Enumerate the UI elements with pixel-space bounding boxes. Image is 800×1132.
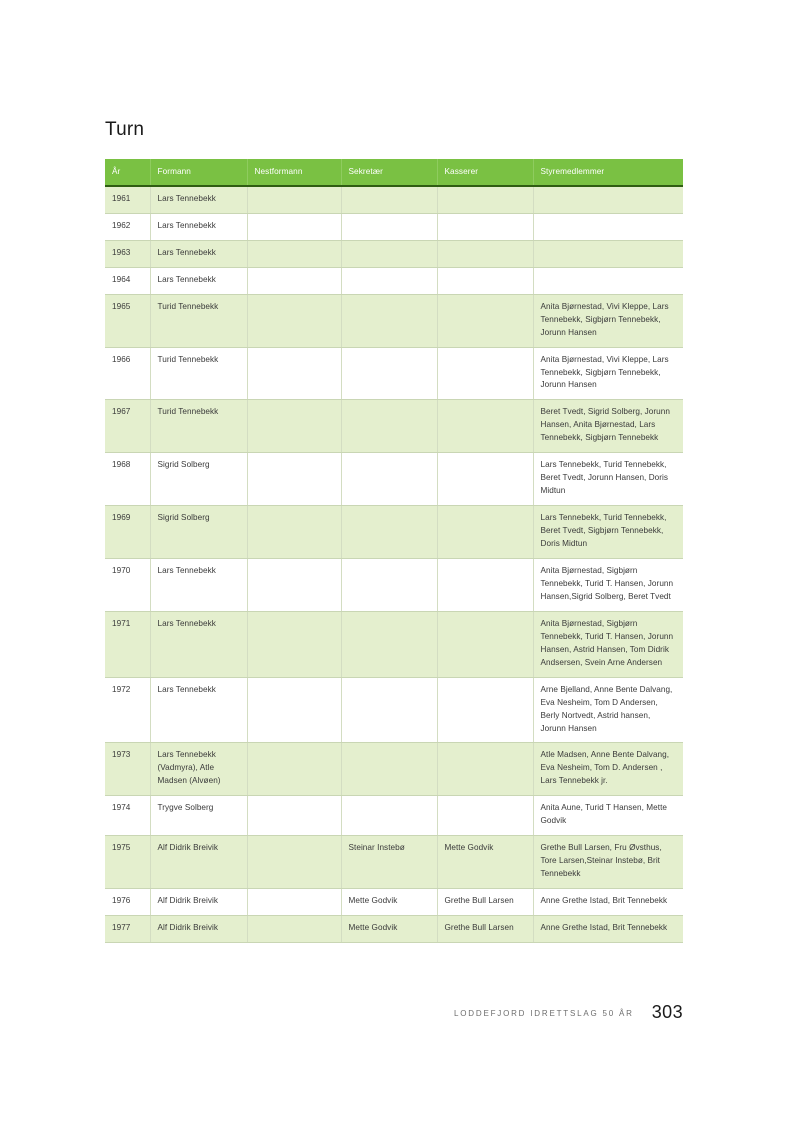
cell-nestformann: [247, 677, 341, 743]
cell-sekretaer: [341, 796, 437, 836]
cell-formann: Turid Tennebekk: [150, 347, 247, 400]
cell-formann: Alf Didrik Breivik: [150, 889, 247, 916]
column-header-formann: Formann: [150, 159, 247, 186]
column-header-sekretaer: Sekretær: [341, 159, 437, 186]
cell-year: 1972: [105, 677, 150, 743]
cell-kasserer: [437, 347, 533, 400]
cell-nestformann: [247, 453, 341, 506]
cell-nestformann: [247, 400, 341, 453]
board-roster-table: [105, 159, 683, 943]
cell-sekretaer: Steinar Instebø: [341, 836, 437, 889]
table-body: [105, 186, 683, 943]
cell-styremedlemmer: Anita Bjørnestad, Vivi Kleppe, Lars Tennebekk, Sigbjørn Tennebekk, Jorunn Hansen: [533, 347, 683, 400]
cell-nestformann: [247, 294, 341, 347]
table-row: [105, 506, 683, 559]
cell-kasserer: [437, 400, 533, 453]
cell-kasserer: [437, 677, 533, 743]
table-header: [105, 159, 683, 186]
cell-sekretaer: [341, 677, 437, 743]
column-header-kasserer: Kasserer: [437, 159, 533, 186]
cell-year: 1962: [105, 213, 150, 240]
cell-year: 1970: [105, 559, 150, 612]
cell-sekretaer: Mette Godvik: [341, 916, 437, 943]
column-header-styremedlemmer: Styremedlemmer: [533, 159, 683, 186]
cell-kasserer: [437, 611, 533, 677]
cell-kasserer: [437, 796, 533, 836]
cell-nestformann: [247, 743, 341, 796]
table-row: [105, 796, 683, 836]
cell-kasserer: [437, 186, 533, 213]
cell-kasserer: [437, 743, 533, 796]
table-row: [105, 400, 683, 453]
cell-formann: Lars Tennebekk (Vadmyra), Atle Madsen (Alvøen): [150, 743, 247, 796]
cell-formann: Sigrid Solberg: [150, 506, 247, 559]
cell-year: 1965: [105, 294, 150, 347]
cell-sekretaer: [341, 294, 437, 347]
cell-styremedlemmer: Grethe Bull Larsen, Fru Øvsthus, Tore Larsen,Steinar Instebø, Brit Tennebekk: [533, 836, 683, 889]
cell-formann: Trygve Solberg: [150, 796, 247, 836]
cell-kasserer: [437, 213, 533, 240]
table-row: [105, 347, 683, 400]
cell-year: 1961: [105, 186, 150, 213]
cell-styremedlemmer: Lars Tennebekk, Turid Tennebekk, Beret Tvedt, Jorunn Hansen, Doris Midtun: [533, 453, 683, 506]
cell-nestformann: [247, 347, 341, 400]
cell-nestformann: [247, 506, 341, 559]
table-row: [105, 611, 683, 677]
cell-styremedlemmer: Anita Aune, Turid T Hansen, Mette Godvik: [533, 796, 683, 836]
table-row: [105, 677, 683, 743]
cell-year: 1971: [105, 611, 150, 677]
cell-kasserer: [437, 506, 533, 559]
cell-styremedlemmer: Anita Bjørnestad, Vivi Kleppe, Lars Tennebekk, Sigbjørn Tennebekk, Jorunn Hansen: [533, 294, 683, 347]
cell-kasserer: [437, 453, 533, 506]
cell-year: 1963: [105, 240, 150, 267]
cell-nestformann: [247, 836, 341, 889]
cell-formann: Alf Didrik Breivik: [150, 916, 247, 943]
cell-nestformann: [247, 889, 341, 916]
cell-styremedlemmer: [533, 213, 683, 240]
cell-formann: Alf Didrik Breivik: [150, 836, 247, 889]
cell-styremedlemmer: Lars Tennebekk, Turid Tennebekk, Beret Tvedt, Sigbjørn Tennebekk, Doris Midtun: [533, 506, 683, 559]
cell-formann: Turid Tennebekk: [150, 400, 247, 453]
cell-sekretaer: [341, 186, 437, 213]
cell-sekretaer: [341, 611, 437, 677]
cell-formann: Lars Tennebekk: [150, 677, 247, 743]
table-row: [105, 294, 683, 347]
cell-nestformann: [247, 240, 341, 267]
cell-sekretaer: [341, 400, 437, 453]
cell-sekretaer: [341, 453, 437, 506]
cell-styremedlemmer: Anita Bjørnestad, Sigbjørn Tennebekk, Turid T. Hansen, Jorunn Hansen,Sigrid Solberg, Beret Tvedt: [533, 559, 683, 612]
cell-styremedlemmer: Atle Madsen, Anne Bente Dalvang, Eva Nesheim, Tom D. Andersen , Lars Tennebekk jr.: [533, 743, 683, 796]
cell-styremedlemmer: [533, 267, 683, 294]
cell-year: 1974: [105, 796, 150, 836]
cell-year: 1967: [105, 400, 150, 453]
cell-kasserer: [437, 240, 533, 267]
table-row: [105, 916, 683, 943]
table-row: [105, 889, 683, 916]
footer-publication-title: LODDEFJORD IDRETTSLAG 50 ÅR: [454, 1009, 634, 1018]
cell-kasserer: [437, 294, 533, 347]
table-row: [105, 186, 683, 213]
cell-year: 1976: [105, 889, 150, 916]
cell-sekretaer: [341, 743, 437, 796]
cell-kasserer: [437, 267, 533, 294]
cell-sekretaer: Mette Godvik: [341, 889, 437, 916]
cell-nestformann: [247, 559, 341, 612]
cell-formann: Lars Tennebekk: [150, 240, 247, 267]
cell-formann: Turid Tennebekk: [150, 294, 247, 347]
cell-kasserer: [437, 559, 533, 612]
cell-kasserer: Mette Godvik: [437, 836, 533, 889]
table-row: [105, 743, 683, 796]
table-row: [105, 267, 683, 294]
cell-year: 1966: [105, 347, 150, 400]
cell-styremedlemmer: Anita Bjørnestad, Sigbjørn Tennebekk, Turid T. Hansen, Jorunn Hansen, Astrid Hansen, Tom Didrik Andsersen, Svein Arne Andersen: [533, 611, 683, 677]
cell-sekretaer: [341, 213, 437, 240]
cell-formann: Sigrid Solberg: [150, 453, 247, 506]
cell-year: 1977: [105, 916, 150, 943]
cell-formann: Lars Tennebekk: [150, 611, 247, 677]
table-row: [105, 240, 683, 267]
cell-kasserer: Grethe Bull Larsen: [437, 916, 533, 943]
cell-nestformann: [247, 796, 341, 836]
table-row: [105, 836, 683, 889]
column-header-nestformann: Nestformann: [247, 159, 341, 186]
cell-year: 1975: [105, 836, 150, 889]
cell-styremedlemmer: [533, 186, 683, 213]
table-header-row: [105, 159, 683, 186]
table-row: [105, 559, 683, 612]
cell-nestformann: [247, 916, 341, 943]
table-row: [105, 453, 683, 506]
cell-nestformann: [247, 186, 341, 213]
cell-nestformann: [247, 267, 341, 294]
cell-year: 1969: [105, 506, 150, 559]
cell-year: 1968: [105, 453, 150, 506]
cell-year: 1964: [105, 267, 150, 294]
cell-sekretaer: [341, 240, 437, 267]
cell-formann: Lars Tennebekk: [150, 186, 247, 213]
column-header-ar: År: [105, 159, 150, 186]
cell-sekretaer: [341, 347, 437, 400]
cell-styremedlemmer: Beret Tvedt, Sigrid Solberg, Jorunn Hansen, Anita Bjørnestad, Lars Tennebekk, Sigbjørn Tennebekk: [533, 400, 683, 453]
cell-formann: Lars Tennebekk: [150, 213, 247, 240]
cell-year: 1973: [105, 743, 150, 796]
cell-nestformann: [247, 213, 341, 240]
cell-styremedlemmer: [533, 240, 683, 267]
cell-styremedlemmer: Anne Grethe Istad, Brit Tennebekk: [533, 889, 683, 916]
page-content: [105, 120, 683, 943]
footer-page-number: 303: [651, 1002, 683, 1022]
cell-styremedlemmer: Anne Grethe Istad, Brit Tennebekk: [533, 916, 683, 943]
page-footer: [105, 1000, 683, 1021]
table-row: [105, 213, 683, 240]
cell-sekretaer: [341, 559, 437, 612]
cell-formann: Lars Tennebekk: [150, 559, 247, 612]
cell-formann: Lars Tennebekk: [150, 267, 247, 294]
cell-nestformann: [247, 611, 341, 677]
cell-sekretaer: [341, 267, 437, 294]
cell-styremedlemmer: Arne Bjelland, Anne Bente Dalvang, Eva Nesheim, Tom D Andersen, Berly Nortvedt, Astrid hansen, Jorunn Hansen: [533, 677, 683, 743]
cell-kasserer: Grethe Bull Larsen: [437, 889, 533, 916]
cell-sekretaer: [341, 506, 437, 559]
page-title: Turn: [105, 119, 145, 140]
